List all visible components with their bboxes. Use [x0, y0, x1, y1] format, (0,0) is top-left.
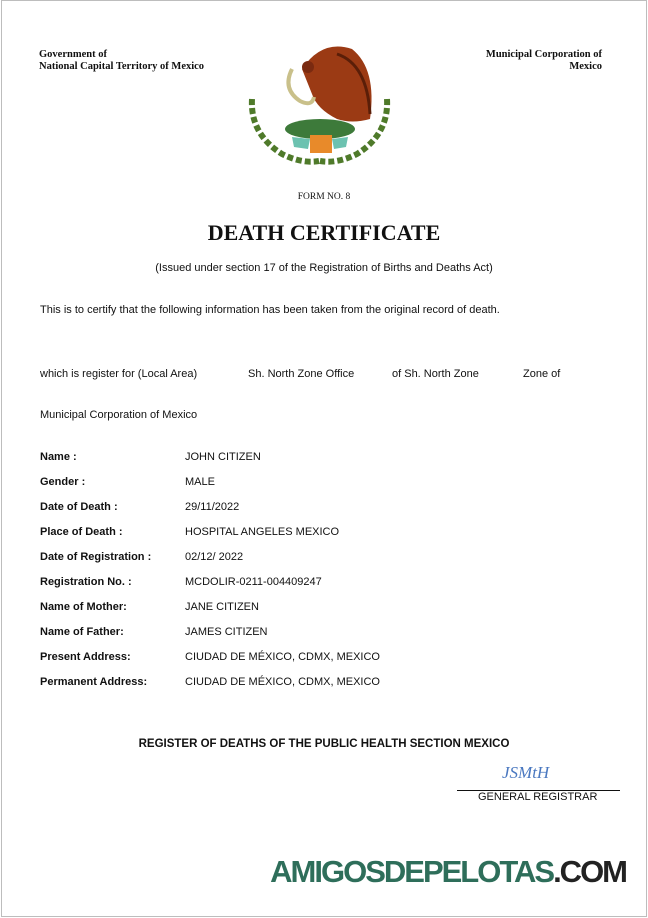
register-local-area: which is register for (Local Area) — [40, 368, 198, 380]
register-zone: of Sh. North Zone — [392, 368, 479, 380]
mexico-coat-of-arms-emblem — [242, 39, 397, 169]
field-value: HOSPITAL ANGELES MEXICO — [185, 526, 340, 538]
field-label: Registration No. : — [40, 576, 132, 588]
municipal-corporation-line: Municipal Corporation of Mexico — [40, 409, 198, 421]
register-footer: REGISTER OF DEATHS OF THE PUBLIC HEALTH SECTION MEXICO — [138, 738, 510, 750]
field-value: CIUDAD DE MÉXICO, CDMX, MEXICO — [185, 651, 380, 663]
watermark — [270, 850, 626, 894]
header-left — [39, 49, 204, 73]
field-label: Gender : — [40, 476, 86, 488]
field-label: Name : — [40, 451, 77, 463]
field-value: JANE CITIZEN — [185, 601, 259, 613]
field-label: Name of Mother: — [40, 601, 127, 613]
field-label: Place of Death : — [40, 526, 123, 538]
header-left-line1: Government of — [39, 49, 107, 60]
field-value: MALE — [185, 476, 215, 488]
header-left-line2: National Capital Territory of Mexico — [39, 61, 205, 72]
form-number: FORM NO. 8 — [297, 192, 351, 202]
watermark-main: AMIGOSDEPELOTAS — [270, 854, 554, 889]
field-value: 29/11/2022 — [185, 501, 240, 513]
field-value: MCDOLIR-0211-004409247 — [185, 576, 322, 588]
certificate-page — [1, 0, 647, 917]
header-right — [486, 49, 602, 73]
header-right-line2: Mexico — [569, 61, 602, 72]
field-value: 02/12/ 2022 — [185, 551, 244, 563]
field-label: Date of Death : — [40, 501, 118, 513]
field-label: Present Address: — [40, 651, 131, 663]
field-value: CIUDAD DE MÉXICO, CDMX, MEXICO — [185, 676, 380, 688]
field-value: JAMES CITIZEN — [185, 626, 268, 638]
certify-statement: This is to certify that the following information has been taken from the original record of death. — [40, 304, 500, 316]
header-right-line1: Municipal Corporation of — [485, 49, 602, 60]
register-zone-office: Sh. North Zone Office — [248, 368, 355, 380]
certificate-title: DEATH CERTIFICATE — [207, 220, 441, 245]
registrar-signature: JSMtH — [502, 763, 550, 782]
signatory-title: GENERAL REGISTRAR — [478, 791, 598, 803]
field-label: Name of Father: — [40, 626, 124, 638]
field-label: Permanent Address: — [40, 676, 148, 688]
field-value: JOHN CITIZEN — [185, 451, 261, 463]
register-zone-of: Zone of — [523, 368, 561, 380]
watermark-suffix: .COM — [553, 854, 626, 889]
certificate-subtitle: (Issued under section 17 of the Registration of Births and Deaths Act) — [155, 262, 493, 274]
field-label: Date of Registration : — [40, 551, 152, 563]
